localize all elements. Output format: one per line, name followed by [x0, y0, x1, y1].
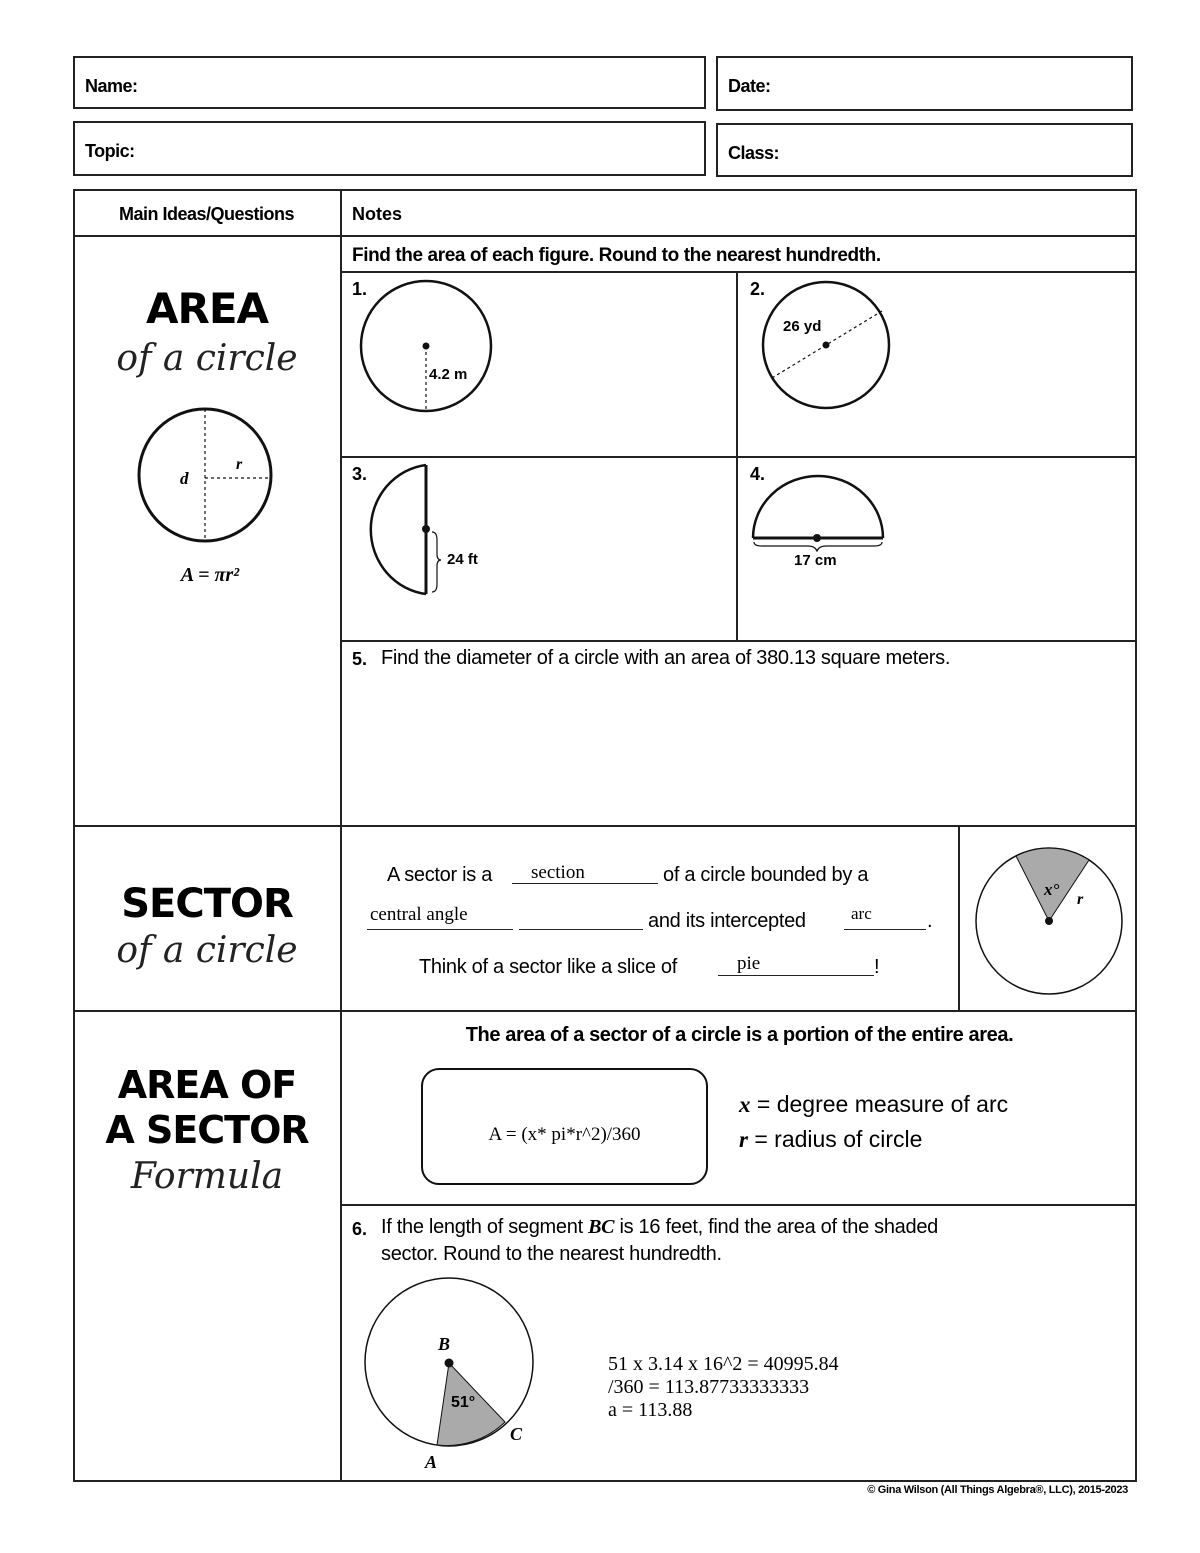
problem-6-line2: sector. Round to the nearest hundredth. — [381, 1243, 722, 1265]
angle-label: 51° — [451, 1394, 476, 1411]
area-formula: A = πr² — [180, 564, 240, 586]
sector-line1-end: of a circle bounded by a — [663, 864, 869, 886]
sector-diagram — [972, 846, 1128, 998]
section-divider — [73, 825, 1137, 827]
radius-label: r — [236, 456, 243, 473]
area-title: AREA — [145, 284, 269, 333]
legend-r-text: = radius of circle — [747, 1126, 923, 1152]
area-sector-subtitle: Formula — [130, 1156, 284, 1197]
work-line-3: a = 113.88 — [608, 1399, 693, 1421]
class-label: Class: — [728, 143, 780, 163]
formula-answer: A = (x* pi*r^2)/360 — [488, 1124, 641, 1145]
problem-6-segment: BC — [588, 1216, 615, 1238]
sector-line1-start: A sector is a — [387, 864, 493, 886]
row-divider — [340, 1204, 1137, 1206]
area-subtitle: of a circle — [116, 338, 298, 379]
sector-line3-start: Think of a sector like a slice of — [419, 956, 677, 978]
sector-blank-2a[interactable] — [367, 928, 513, 930]
row-divider — [73, 235, 1137, 237]
problem-2-number: 2. — [750, 279, 766, 299]
area-instruction: Find the area of each figure. Round to the nearest hundredth. — [352, 245, 881, 266]
point-a-label: A — [425, 1452, 438, 1472]
sector-line2-end: . — [927, 910, 933, 932]
date-field[interactable] — [716, 56, 1133, 111]
problem-2-circle — [758, 280, 894, 416]
copyright: © Gina Wilson (All Things Algebra®, LLC), 2015-2023 — [867, 1484, 1128, 1496]
sector-answer-central-angle: central angle — [370, 904, 468, 925]
problem-5-number: 5. — [352, 649, 368, 669]
circle-diagram — [130, 400, 280, 550]
area-sector-title-1: AREA OF — [117, 1063, 297, 1107]
sector-answer-arc: arc — [851, 904, 872, 923]
problem-3-number: 3. — [352, 464, 368, 484]
sector-title: SECTOR — [121, 881, 293, 927]
legend-x-var: x — [739, 1092, 751, 1117]
topic-label: Topic: — [85, 141, 135, 161]
problem-6-text-b: is 16 feet, find the area of the shaded — [614, 1216, 938, 1238]
problem-3-label: 24 ft — [447, 551, 478, 568]
problem-6-number: 6. — [352, 1219, 368, 1239]
sector-line2-middle: and its intercepted — [648, 910, 806, 932]
problem-3-semicircle — [360, 462, 450, 598]
problem-4-label: 17 cm — [794, 552, 837, 569]
legend-r-var: r — [739, 1127, 748, 1152]
sector-answer-section: section — [531, 862, 585, 883]
area-sector-title-2: A SECTOR — [105, 1108, 309, 1152]
column-divider — [340, 189, 342, 1482]
topic-field[interactable] — [73, 121, 706, 176]
problem-4-number: 4. — [750, 464, 766, 484]
area-sector-statement: The area of a sector of a circle is a portion of the entire area. — [465, 1024, 1014, 1046]
name-label: Name: — [85, 76, 138, 96]
problem-4-semicircle — [748, 472, 888, 552]
sector-angle-label: x° — [1044, 880, 1060, 899]
sector-subtitle: of a circle — [116, 930, 298, 971]
problem-6-text-a: If the length of segment — [381, 1216, 589, 1238]
work-line-1: 51 x 3.14 x 16^2 = 40995.84 — [608, 1353, 839, 1375]
name-field[interactable] — [73, 56, 706, 109]
class-field[interactable] — [716, 123, 1133, 177]
problem-1-number: 1. — [352, 279, 368, 299]
sector-blank-2b[interactable] — [519, 928, 643, 930]
point-c-label: C — [510, 1424, 523, 1444]
problem-1-circle — [356, 276, 498, 418]
legend-x — [739, 1091, 1008, 1118]
notes-table — [73, 189, 1137, 1482]
col-header-notes: Notes — [352, 204, 403, 224]
problem-1-radius-label: 4.2 m — [429, 366, 468, 383]
row-divider — [340, 640, 1137, 642]
row-divider — [340, 271, 1137, 273]
sector-radius-label: r — [1077, 891, 1084, 908]
problem-5-text: Find the diameter of a circle with an area of 380.13 square meters. — [381, 647, 951, 669]
sector-line3-end: ! — [874, 956, 880, 978]
work-line-2: /360 = 113.87733333333 — [608, 1376, 810, 1398]
legend-x-text: = degree measure of arc — [750, 1091, 1009, 1117]
diameter-label: d — [180, 469, 189, 488]
problem-6-diagram — [360, 1276, 540, 1448]
date-label: Date: — [728, 76, 771, 96]
problem-2-diameter-label: 26 yd — [783, 318, 822, 335]
point-b-label: B — [438, 1334, 451, 1354]
column-divider — [736, 271, 738, 641]
column-divider — [958, 825, 960, 1011]
sector-blank-3[interactable] — [844, 928, 926, 930]
sector-answer-pie: pie — [737, 953, 761, 974]
col-header-main-ideas: Main Ideas/Questions — [118, 204, 295, 224]
legend-r — [739, 1126, 922, 1153]
row-divider — [340, 456, 1137, 458]
section-divider — [73, 1010, 1137, 1012]
problem-6-line1 — [381, 1216, 938, 1239]
